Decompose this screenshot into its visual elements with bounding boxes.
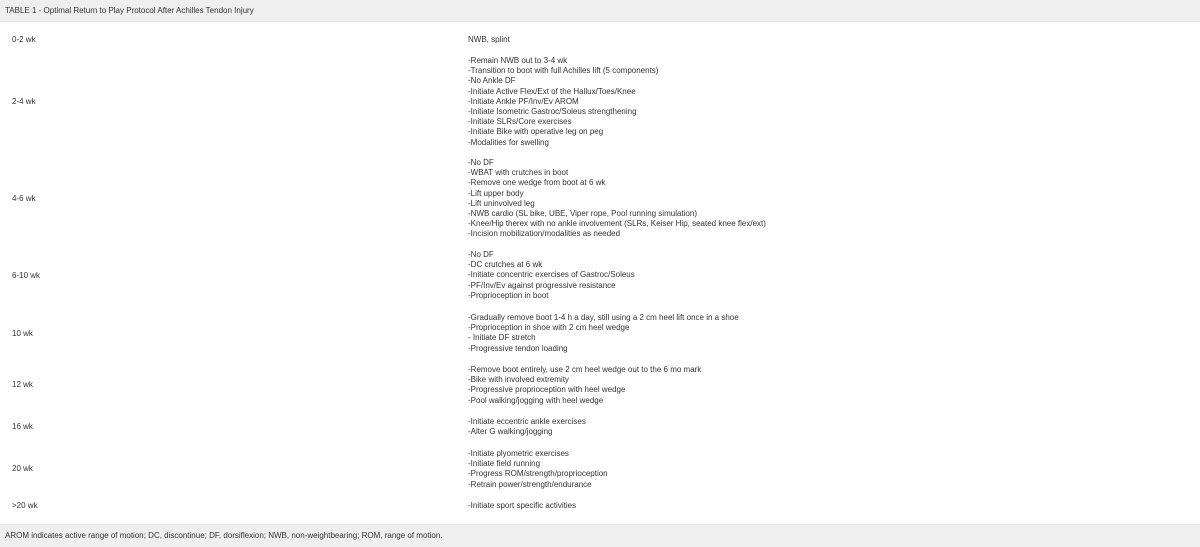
activity-line: NWB, splint (468, 35, 510, 44)
activity-line: -Remove one wedge from boot at 6 wk (468, 178, 606, 188)
activity-line: -Progressive proprioception with heel wedge (468, 385, 626, 395)
activity-line: -Proprioception in shoe with 2 cm heel wedge (468, 323, 630, 333)
activity-line: -Bike with involved extremity (468, 375, 569, 385)
row-period: 10 wk (12, 329, 33, 338)
activity-line: -Transition to boot with full Achilles lift (5 components) (468, 66, 659, 76)
activity-line: -Initiate Active Flex/Ext of the Hallux/Toes/Knee (468, 86, 636, 96)
activity-line: -Initiate concentric exercises of Gastroc/Soleus (468, 270, 635, 280)
activity-line: -Initiate field running (468, 459, 541, 469)
row-activities (468, 365, 701, 406)
table-footnote (0, 524, 1200, 547)
row-period: 20 wk (12, 464, 33, 473)
row-activities (468, 501, 576, 511)
activity-line: - Initiate DF stretch (468, 333, 536, 343)
row-period: 6-10 wk (12, 271, 41, 280)
activity-line: -WBAT with crutches in boot (468, 168, 569, 178)
activity-line: -Initiate Ankle PF/Inv/Ev AROM (468, 96, 579, 106)
row-activities (468, 449, 608, 490)
activity-line: -Initiate plyometric exercises (468, 449, 569, 458)
activity-line: -Knee/Hip therex with no ankle involvement (SLRs, Keiser Hip, seated knee flex/ext) (468, 219, 766, 229)
activity-line: -Progress ROM/strength/proprioception (468, 469, 608, 479)
row-activities (468, 250, 635, 301)
row-activities (468, 313, 739, 354)
row-period: 12 wk (12, 380, 33, 389)
activity-line: -Modalities for swelling (468, 137, 549, 147)
table-caption (0, 0, 1200, 22)
activity-line: -DC crutches at 6 wk (468, 260, 543, 270)
activity-line: -Gradually remove boot 1-4 h a day, still using a 2 cm heel lift once in a shoe (468, 313, 739, 322)
row-activities (468, 158, 766, 240)
activity-line: -Pool walking/jogging with heel wedge (468, 395, 604, 405)
activity-line: -Remain NWB out to 3-4 wk (468, 56, 568, 65)
activity-line: -No DF (468, 158, 494, 167)
activity-line: -Initiate eccentric ankle exercises (468, 417, 586, 426)
activity-line: -Proprioception in boot (468, 290, 549, 300)
footnote-text: AROM indicates active range of motion; DC, discontinue; DF, dorsiflexion; NWB, non-weightbearing; ROM, range of motion. (5, 531, 443, 540)
activity-line: -Alter G walking/jogging (468, 427, 553, 437)
activity-line: -Initiate SLRs/Core exercises (468, 117, 572, 127)
activity-line: -Initiate sport specific activities (468, 501, 577, 510)
activity-line: -No DF (468, 250, 494, 259)
activity-line: -Initiate Bike with operative leg on peg (468, 127, 604, 137)
activity-line: -Progressive tendon loading (468, 343, 568, 353)
activity-line: -Lift upper body (468, 188, 524, 198)
row-period: 4-6 wk (12, 194, 36, 203)
row-period: 2-4 wk (12, 97, 36, 106)
row-activities (468, 35, 510, 45)
activity-line: -NWB cardio (SL bike, UBE, Viper rope, Pool running simulation) (468, 209, 697, 219)
activity-line: -Initiate Isometric Gastroc/Soleus strengthening (468, 107, 637, 117)
row-period: 0-2 wk (12, 35, 36, 44)
activity-line: -PF/Inv/Ev against progressive resistance (468, 280, 616, 290)
activity-line: -Retrain power/strength/endurance (468, 479, 592, 489)
row-period: 16 wk (12, 422, 33, 431)
activity-line: -No Ankle DF (468, 76, 516, 86)
row-activities (468, 417, 586, 437)
row-period: >20 wk (12, 501, 38, 510)
activity-line: -Lift uninvolved leg (468, 198, 535, 208)
activity-line: -Remove boot entirely, use 2 cm heel wedge out to the 6 mo mark (468, 365, 702, 374)
row-activities (468, 56, 658, 148)
activity-line: -Incision mobilization/modalities as needed (468, 229, 621, 239)
table-title: TABLE 1 - Optimal Return to Play Protocol After Achilles Tendon Injury (5, 6, 254, 15)
